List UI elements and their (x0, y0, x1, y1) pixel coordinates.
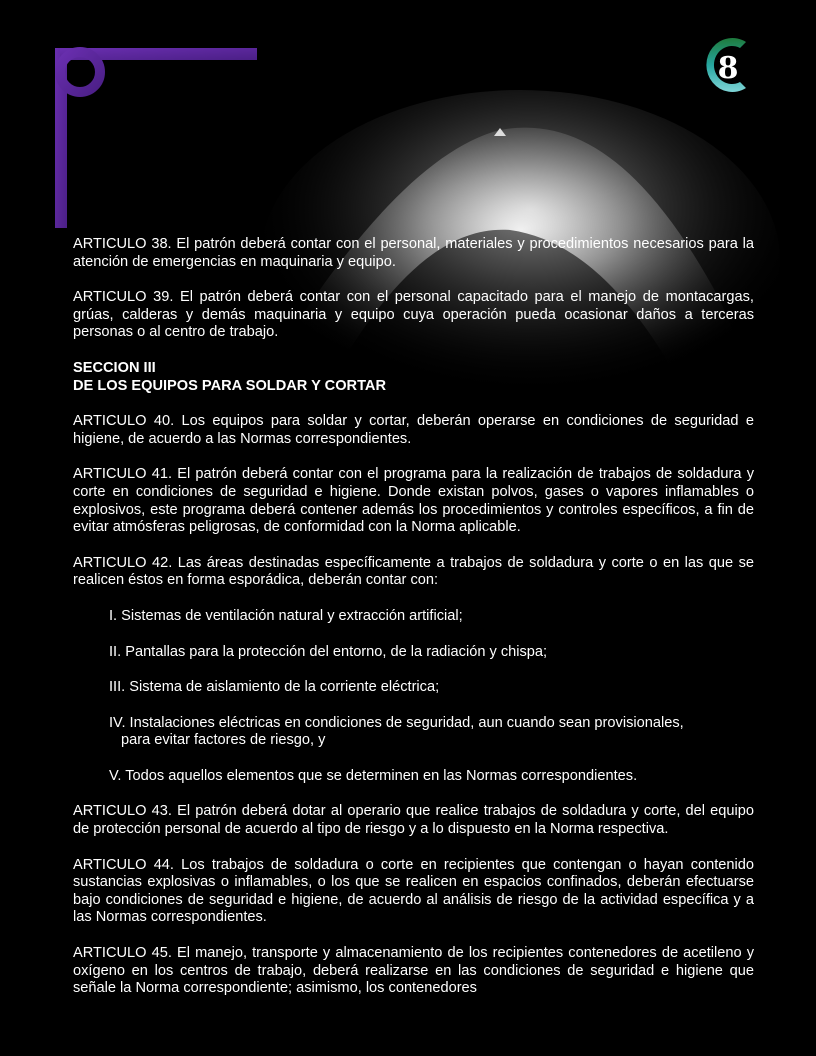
article-41: ARTICULO 41. El patrón deberá contar con el programa para la realización de trabajos de soldadura y corte en condiciones de seguridad e higiene. Donde existan polvos, gases o vapores inflamables o explosivos, este programa deberá contener además los procedimientos y controles específicos, a fin de evitar atmósferas peligrosas, de conformidad con la Norma aplicable. (73, 466, 754, 536)
article-45: ARTICULO 45. El manejo, transporte y almacenamiento de los recipientes contenedores de acetileno y oxígeno en los centros de trabajo, deberá realizarse en las condiciones de seguridad e higiene que señale la Norma correspondiente; asimismo, los contenedores (73, 945, 754, 997)
article-44: ARTICULO 44. Los trabajos de soldadura o corte en recipientes que contengan o hayan contenido sustancias explosivas o inflamables, o los que se realicen en espacios confinados, deberán efectuarse bajo condiciones de seguridad e higiene, de acuerdo al análisis de riesgo de la actividad específica y a las Normas correspondientes. (73, 856, 754, 926)
list-item-text: IV. Instalaciones eléctricas en condiciones de seguridad, aun cuando sean provisionales, (109, 714, 684, 731)
list-item: I. Sistemas de ventilación natural y extracción artificial; (109, 607, 463, 624)
document-body (73, 236, 754, 1016)
section-number: SECCION III (73, 359, 156, 376)
section-heading (73, 360, 754, 395)
article-39: ARTICULO 39. El patrón deberá contar con el personal capacitado para el manejo de montacargas, grúas, calderas y demás maquinaria y equipo cuya operación pueda ocasionar daños a terceras personas o al centro de trabajo. (73, 289, 754, 341)
section-title: DE LOS EQUIPOS PARA SOLDAR Y CORTAR (73, 377, 386, 394)
article-40: ARTICULO 40. Los equipos para soldar y cortar, deberán operarse en condiciones de seguridad e higiene, de acuerdo a las Normas correspondientes. (73, 413, 754, 447)
article-43: ARTICULO 43. El patrón deberá dotar al operario que realice trabajos de soldadura y corte, del equipo de protección personal de acuerdo al tipo de riesgo y a lo dispuesto en la Norma respectiva. (73, 803, 754, 838)
chapter-badge (700, 32, 756, 98)
list-item-continuation: para evitar factores de riesgo, y (121, 732, 326, 749)
chapter-number: 8 (717, 51, 739, 86)
list-item (109, 715, 754, 750)
list-item: II. Pantallas para la protección del entorno, de la radiación y chispa; (109, 643, 548, 660)
article-42: ARTICULO 42. Las áreas destinadas específicamente a trabajos de soldadura y corte o en las que se realicen éstos en forma esporádica, deberán contar con: (73, 554, 754, 589)
list-item: V. Todos aquellos elementos que se determinen en las Normas correspondientes. (109, 767, 638, 784)
list-item: III. Sistema de aislamiento de la corriente eléctrica; (109, 679, 440, 696)
article-38: ARTICULO 38. El patrón deberá contar con el personal, materiales y procedimientos necesarios para la atención de emergencias en maquinaria y equipo. (73, 236, 754, 270)
